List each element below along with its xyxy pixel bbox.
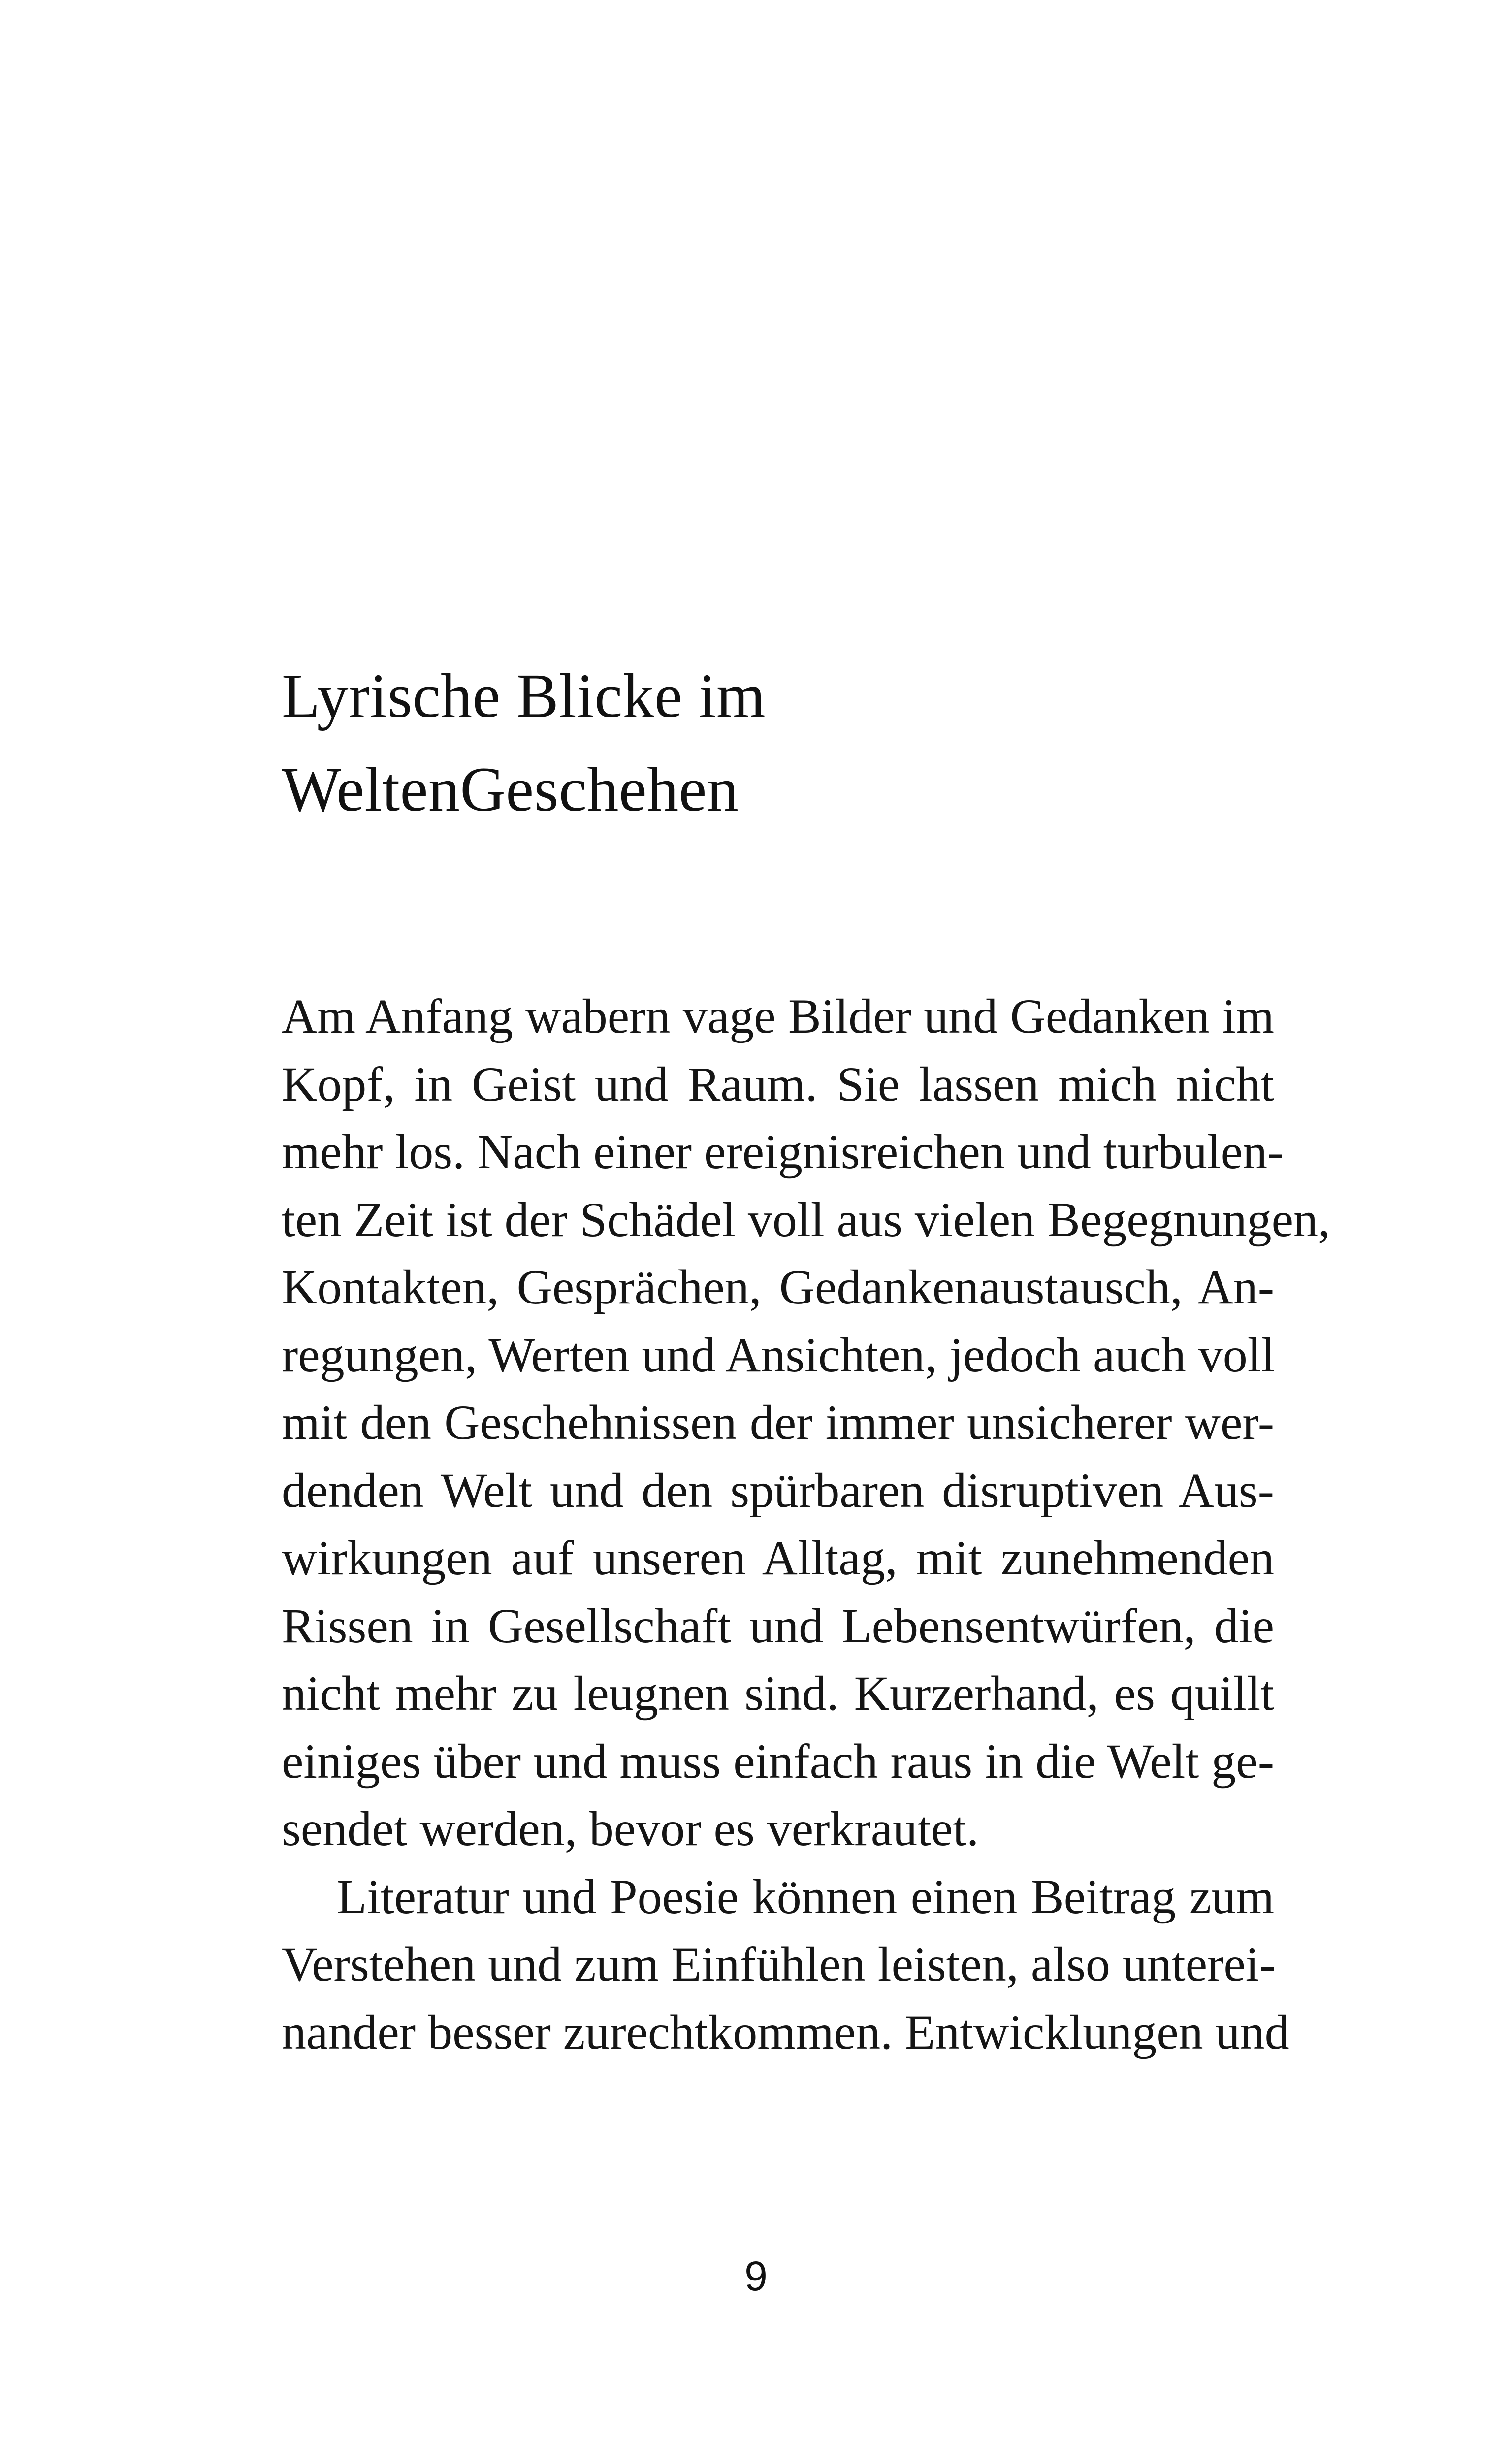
text-line: denden Welt und den spürbaren disruptiven Aus- xyxy=(282,1463,1274,1518)
chapter-title-line-1: Lyrische Blicke im xyxy=(282,661,766,731)
text-line: regungen, Werten und Ansichten, jedoch auch voll xyxy=(282,1327,1275,1382)
body-text xyxy=(282,982,1330,2066)
text-line: nicht mehr zu leugnen sind. Kurzerhand, es quillt xyxy=(282,1666,1274,1721)
text-line: ten Zeit ist der Schädel voll aus vielen Begegnungen, xyxy=(282,1192,1330,1247)
text-line-paragraph-start: Literatur und Poesie können einen Beitrag zum xyxy=(337,1869,1274,1924)
text-line: mehr los. Nach einer ereignisreichen und turbulen- xyxy=(282,1124,1284,1179)
text-line: Rissen in Gesellschaft und Lebensentwürfen, die xyxy=(282,1598,1274,1653)
text-line: wirkungen auf unseren Alltag, mit zunehmenden xyxy=(282,1531,1274,1585)
text-line: Am Anfang wabern vage Bilder und Gedanken im xyxy=(282,989,1274,1043)
text-line: nander besser zurechtkommen. Entwicklungen und xyxy=(282,2004,1289,2059)
text-line: mit den Geschehnissen der immer unsicherer wer- xyxy=(282,1395,1274,1450)
text-line: Kontakten, Gesprächen, Gedankenaustausch, An- xyxy=(282,1260,1274,1314)
chapter-title xyxy=(282,649,766,836)
text-line: Verstehen und zum Einfühlen leisten, also unterei- xyxy=(282,1937,1276,1991)
page-number: 9 xyxy=(744,2253,768,2299)
chapter-title-line-2: WeltenGeschehen xyxy=(282,754,739,824)
text-line: sendet werden, bevor es verkrautet. xyxy=(282,1801,979,1856)
text-line: Kopf, in Geist und Raum. Sie lassen mich nicht xyxy=(282,1056,1274,1111)
text-line: einiges über und muss einfach raus in die Welt ge- xyxy=(282,1733,1274,1789)
